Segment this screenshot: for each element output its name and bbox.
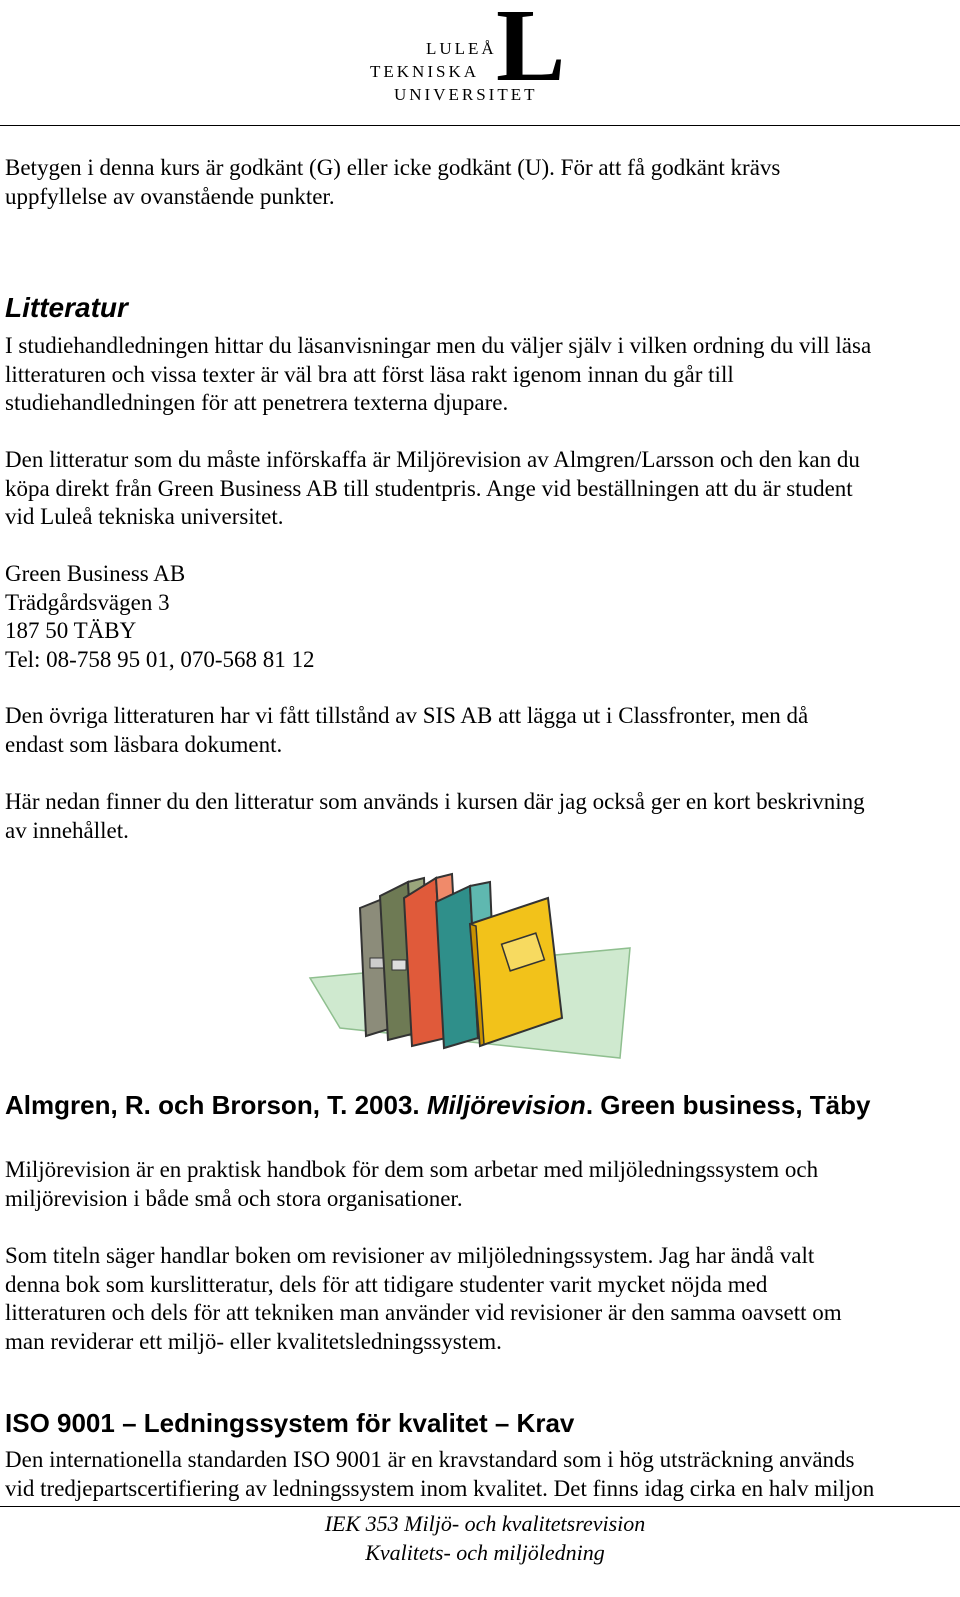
book-1-paragraph-2: Som titeln säger handlar boken om revisioner av miljöledningssystem. Jag har ändå valt denna bok som kurslitteratur, dels för att tidigare studenter varit mycket nöjda med litteraturen och dels för att tekniken man använder vid revisioner är den samma oavsett om man reviderar ett miljö- eller kvalitetsledningssystem. [5, 1243, 842, 1354]
litteratur-paragraph-4: Här nedan finner du den litteratur som används i kursen där jag också ger en kort beskrivning av innehållet. [5, 789, 865, 843]
footer-course: IEK 353 Miljö- och kvalitetsrevision [324, 1511, 646, 1536]
book-2-paragraph-1: Den internationella standarden ISO 9001 är en kravstandard som i hög utsträckning används vid tredjepartscertifiering av ledningssystem inom kvalitet. Det finns idag cirka en halv miljon [5, 1447, 875, 1501]
litteratur-paragraph-3: Den övriga litteraturen har vi fått tillstånd av SIS AB att lägga ut i Classfronter, men då endast som läsbara dokument. [5, 703, 809, 757]
litteratur-paragraph-2: Den litteratur som du måste införskaffa är Miljörevision av Almgren/Larsson och den kan du köpa direkt från Green Business AB till studentpris. Ange vid beställningen att du är student vid Luleå tekniska universitet. [5, 447, 860, 530]
litteratur-paragraph-1: I studiehandledningen hittar du läsanvisningar men du väljer själv i vilken ordning du vill läsa litteraturen och vissa texter är väl bra att först läsa rakt igenom innan du går till studiehandledningen för att penetrera texterna djupare. [5, 333, 872, 416]
book-1-title: Miljörevision [426, 1090, 586, 1120]
grading-paragraph: Betygen i denna kurs är godkänt (G) eller icke godkänt (U). För att få godkänt krävs uppfyllelse av ovanstående punkter. [5, 155, 781, 209]
books-illustration [300, 868, 640, 1068]
logo-line-3: UNIVERSITET [394, 85, 538, 104]
logo-mark: L [496, 0, 566, 103]
logo-line-1: LULEÅ [426, 39, 497, 58]
header-rule [0, 125, 960, 126]
footer-rule [0, 1506, 960, 1507]
page-footer [0, 1510, 960, 1567]
book-1-citation: Almgren, R. och Brorson, T. 2003. Miljörevision. Green business, Täby [5, 1090, 871, 1120]
page-header [0, 0, 960, 126]
supplier-address: Green Business AB Trädgårdsvägen 3 187 50 TÄBY Tel: 08-758 95 01, 070-568 81 12 [5, 561, 315, 672]
book-1-paragraph-1: Miljörevision är en praktisk handbok för dem som arbetar med miljöledningssystem och miljörevision i både små och stora organisationer. [5, 1157, 819, 1211]
book-2-heading: ISO 9001 – Ledningssystem för kvalitet – Krav [5, 1408, 575, 1438]
logo-line-2: TEKNISKA [370, 62, 479, 81]
footer-subject: Kvalitets- och miljöledning [365, 1539, 605, 1565]
section-heading-litteratur: Litteratur [5, 292, 128, 323]
university-logo [370, 0, 590, 110]
